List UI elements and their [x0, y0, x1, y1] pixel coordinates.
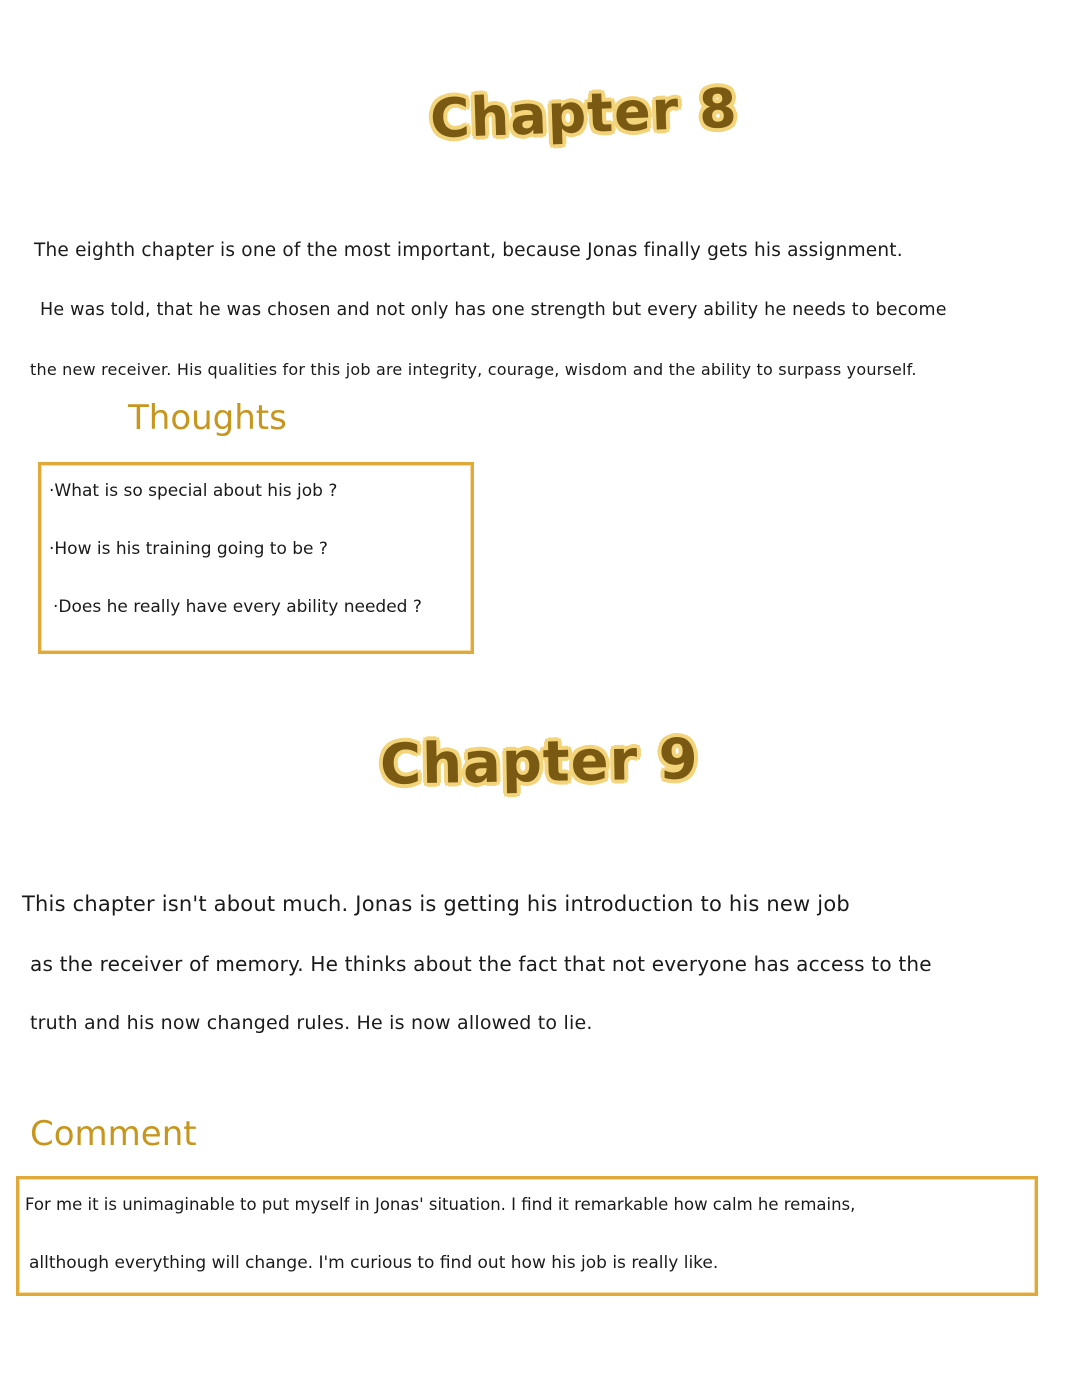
comment-line-2: allthough everything will change. I'm curious to find out how his job is really like.: [29, 1253, 719, 1273]
thought-item-3: ·Does he really have every ability needed ?: [53, 597, 422, 617]
comment-box: [16, 1176, 1038, 1296]
comment-line-1: For me it is unimaginable to put myself in Jonas' situation. I find it remarkable how calm he remains,: [25, 1195, 856, 1214]
chapter-8-text-line-1: The eighth chapter is one of the most important, because Jonas finally gets his assignment.: [34, 240, 903, 261]
thought-item-1: ·What is so special about his job ?: [49, 481, 338, 501]
thoughts-box: [38, 462, 474, 654]
chapter-9-text-line-3: truth and his now changed rules. He is now allowed to lie.: [30, 1012, 593, 1034]
chapter-8-title: Chapter 8: [428, 76, 739, 151]
chapter-8-text-line-3: the new receiver. His qualities for this job are integrity, courage, wisdom and the ability to surpass yourself.: [30, 360, 917, 379]
comment-heading: Comment: [30, 1114, 197, 1154]
thought-item-2: ·How is his training going to be ?: [49, 539, 328, 559]
chapter-9-title: Chapter 9: [379, 727, 700, 798]
chapter-8-text-line-2: He was told, that he was chosen and not only has one strength but every ability he needs to become: [40, 300, 947, 320]
thoughts-heading: Thoughts: [128, 398, 287, 438]
chapter-9-text-line-1: This chapter isn't about much. Jonas is getting his introduction to his new job: [22, 892, 850, 916]
chapter-9-text-line-2: as the receiver of memory. He thinks about the fact that not everyone has access to the: [30, 952, 932, 976]
